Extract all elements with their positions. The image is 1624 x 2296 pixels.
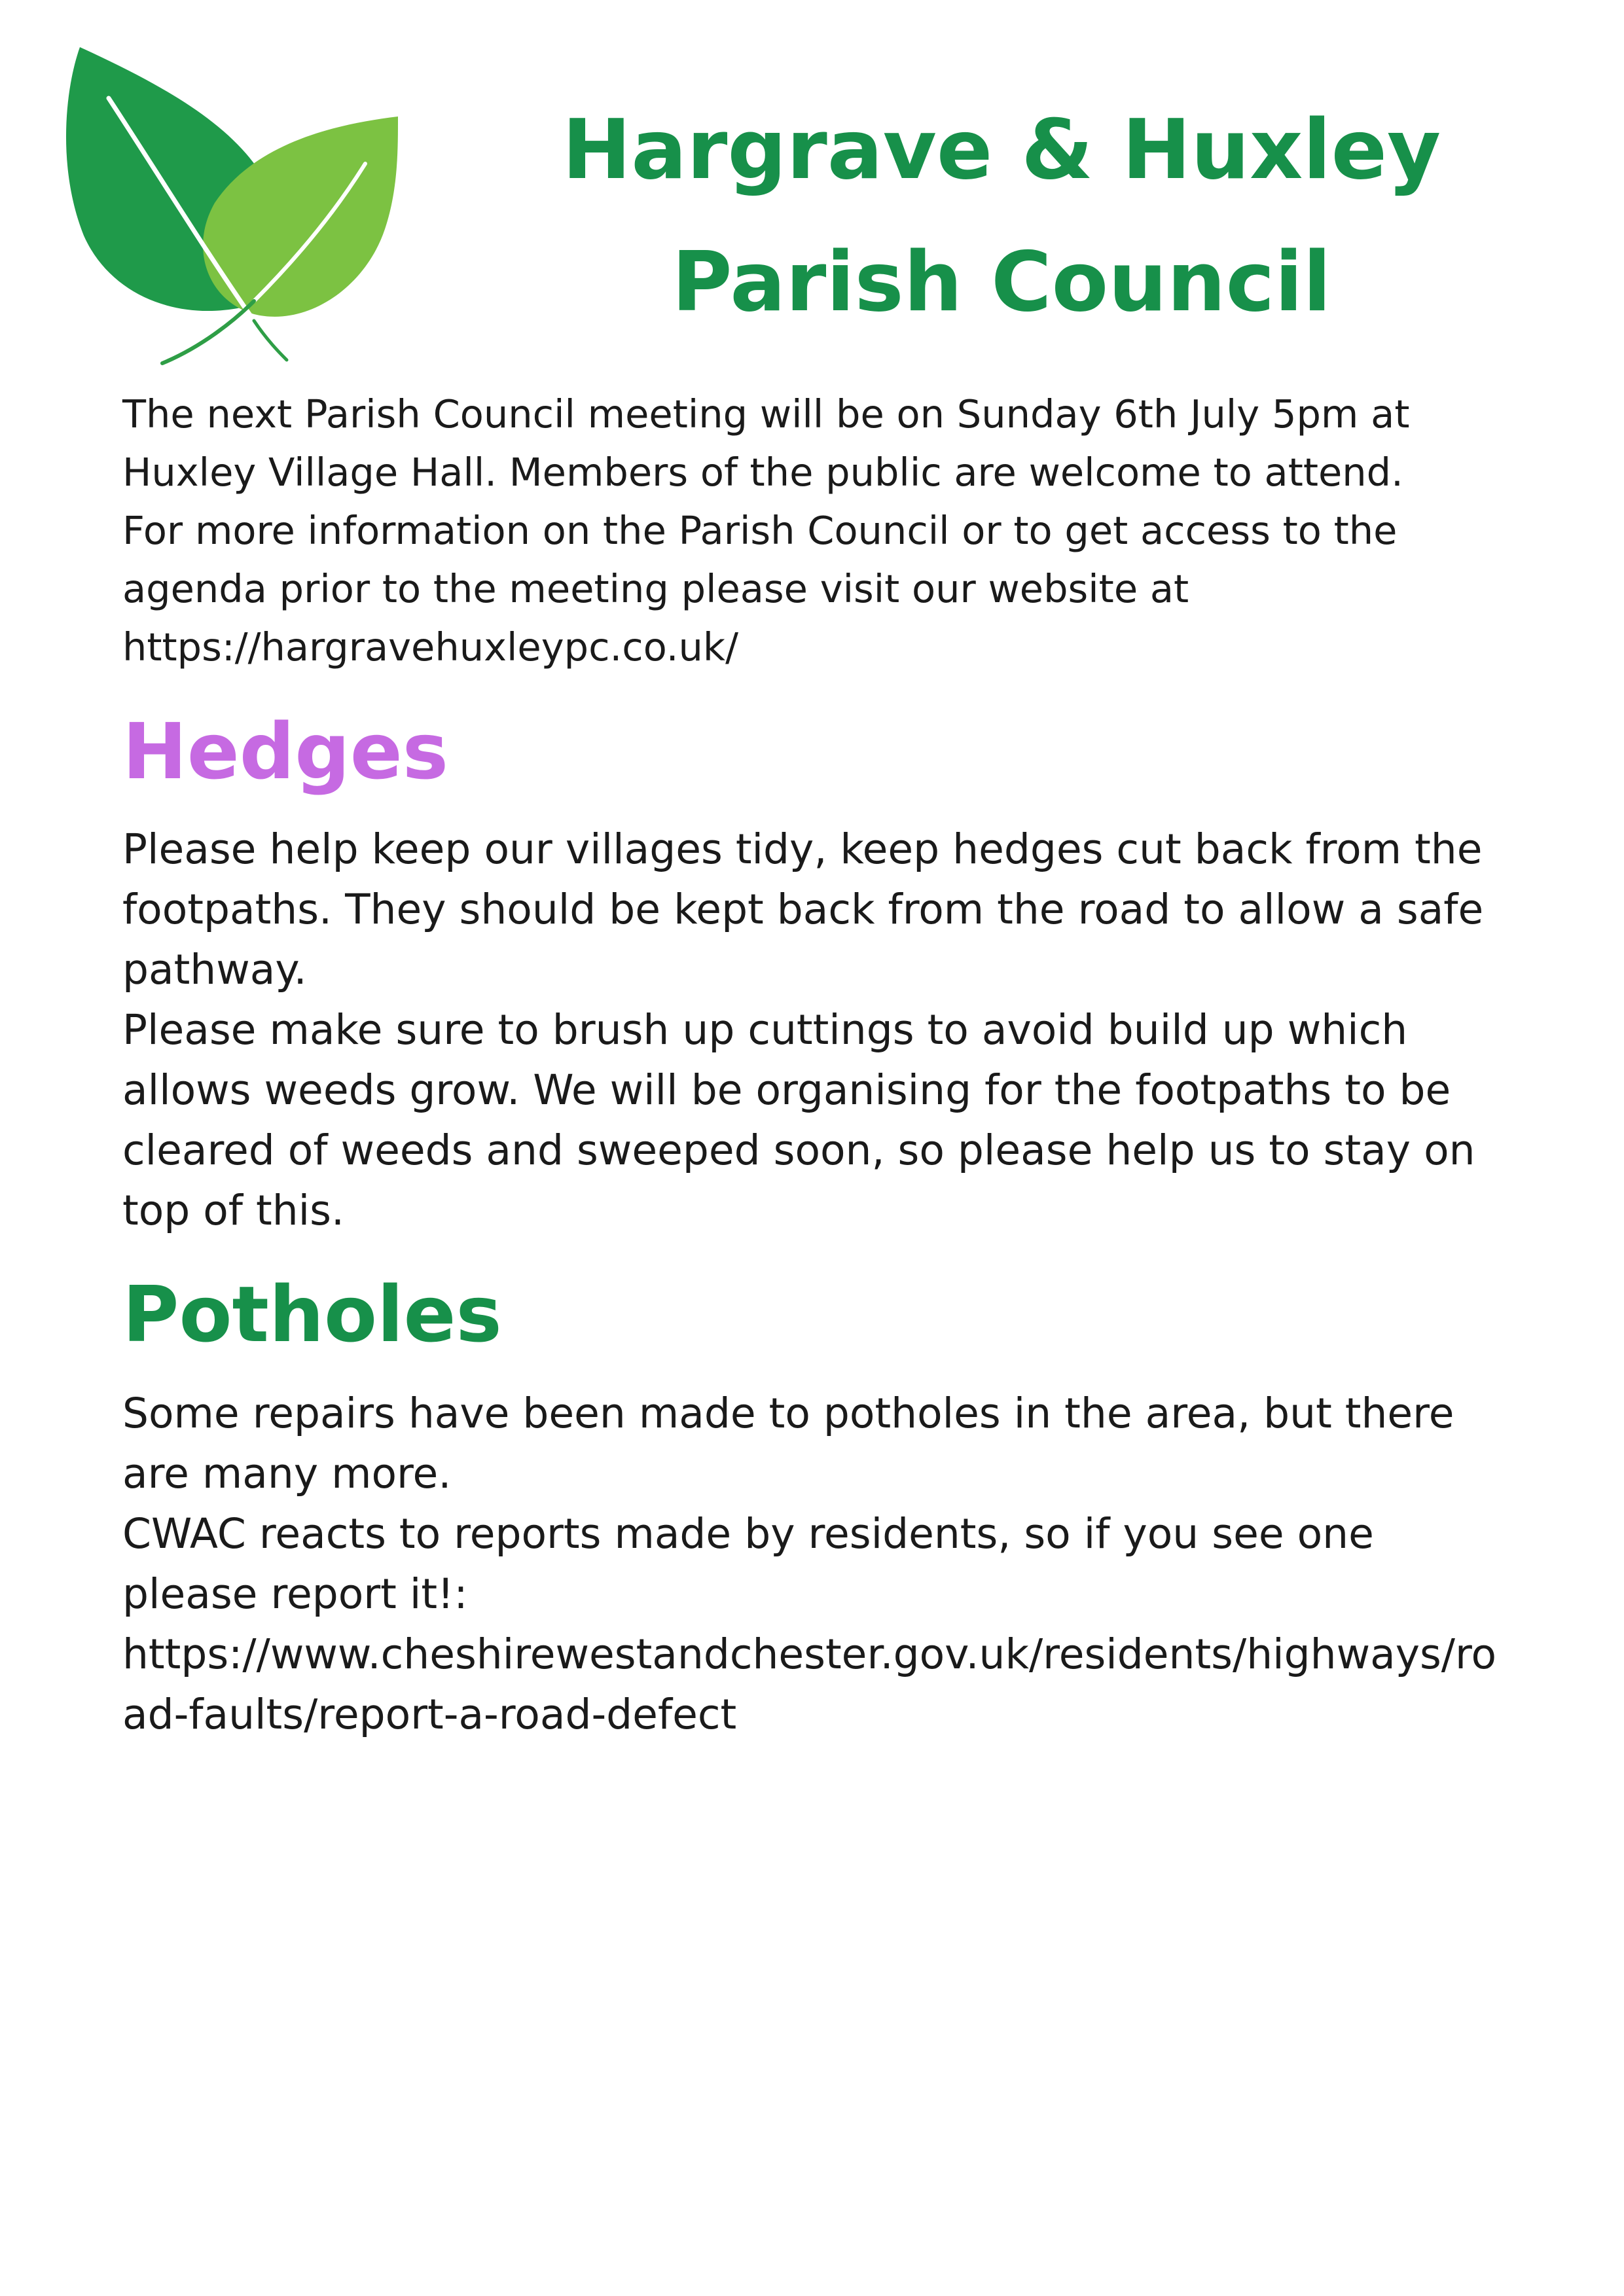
hedges-line: allows weeds grow. We will be organising for the footpaths to be (122, 1066, 1451, 1114)
potholes-line: Some repairs have been made to potholes in the area, but there (122, 1390, 1454, 1437)
intro-paragraph (122, 385, 1530, 676)
hedges-line: Please help keep our villages tidy, keep hedges cut back from the (122, 825, 1483, 873)
report-link-line-2[interactable]: ad-faults/report-a-road-defect (122, 1691, 737, 1738)
potholes-paragraph (122, 1384, 1576, 1745)
intro-line: For more information on the Parish Council or to get access to the (122, 508, 1398, 553)
hedges-paragraph (122, 819, 1576, 1241)
page-title (497, 84, 1506, 348)
title-line-1: Hargrave & Huxley (562, 101, 1441, 198)
title-line-2: Parish Council (672, 234, 1331, 330)
potholes-line: please report it!: (122, 1570, 468, 1618)
potholes-line: CWAC reacts to reports made by residents, so if you see one (122, 1510, 1374, 1558)
hedges-line: pathway. (122, 946, 307, 994)
hedges-line: Please make sure to brush up cuttings to avoid build up which (122, 1006, 1408, 1054)
potholes-line: are many more. (122, 1450, 452, 1498)
intro-line: The next Parish Council meeting will be on Sunday 6th July 5pm at (122, 391, 1410, 437)
website-link[interactable]: https://hargravehuxleypc.co.uk/ (122, 624, 738, 670)
intro-line: agenda prior to the meeting please visit our website at (122, 566, 1189, 611)
potholes-heading: Potholes (122, 1269, 502, 1359)
report-link-line-1[interactable]: https://www.cheshirewestandchester.gov.uk/residents/highways/ro (122, 1630, 1497, 1678)
hedges-line: footpaths. They should be kept back from the road to allow a safe (122, 886, 1484, 933)
hedges-heading: Hedges (122, 706, 448, 797)
leaf-logo-icon (58, 39, 411, 367)
hedges-line: top of this. (122, 1187, 344, 1234)
intro-line: Huxley Village Hall. Members of the public are welcome to attend. (122, 450, 1403, 495)
hedges-line: cleared of weeds and sweeped soon, so please help us to stay on (122, 1126, 1475, 1174)
